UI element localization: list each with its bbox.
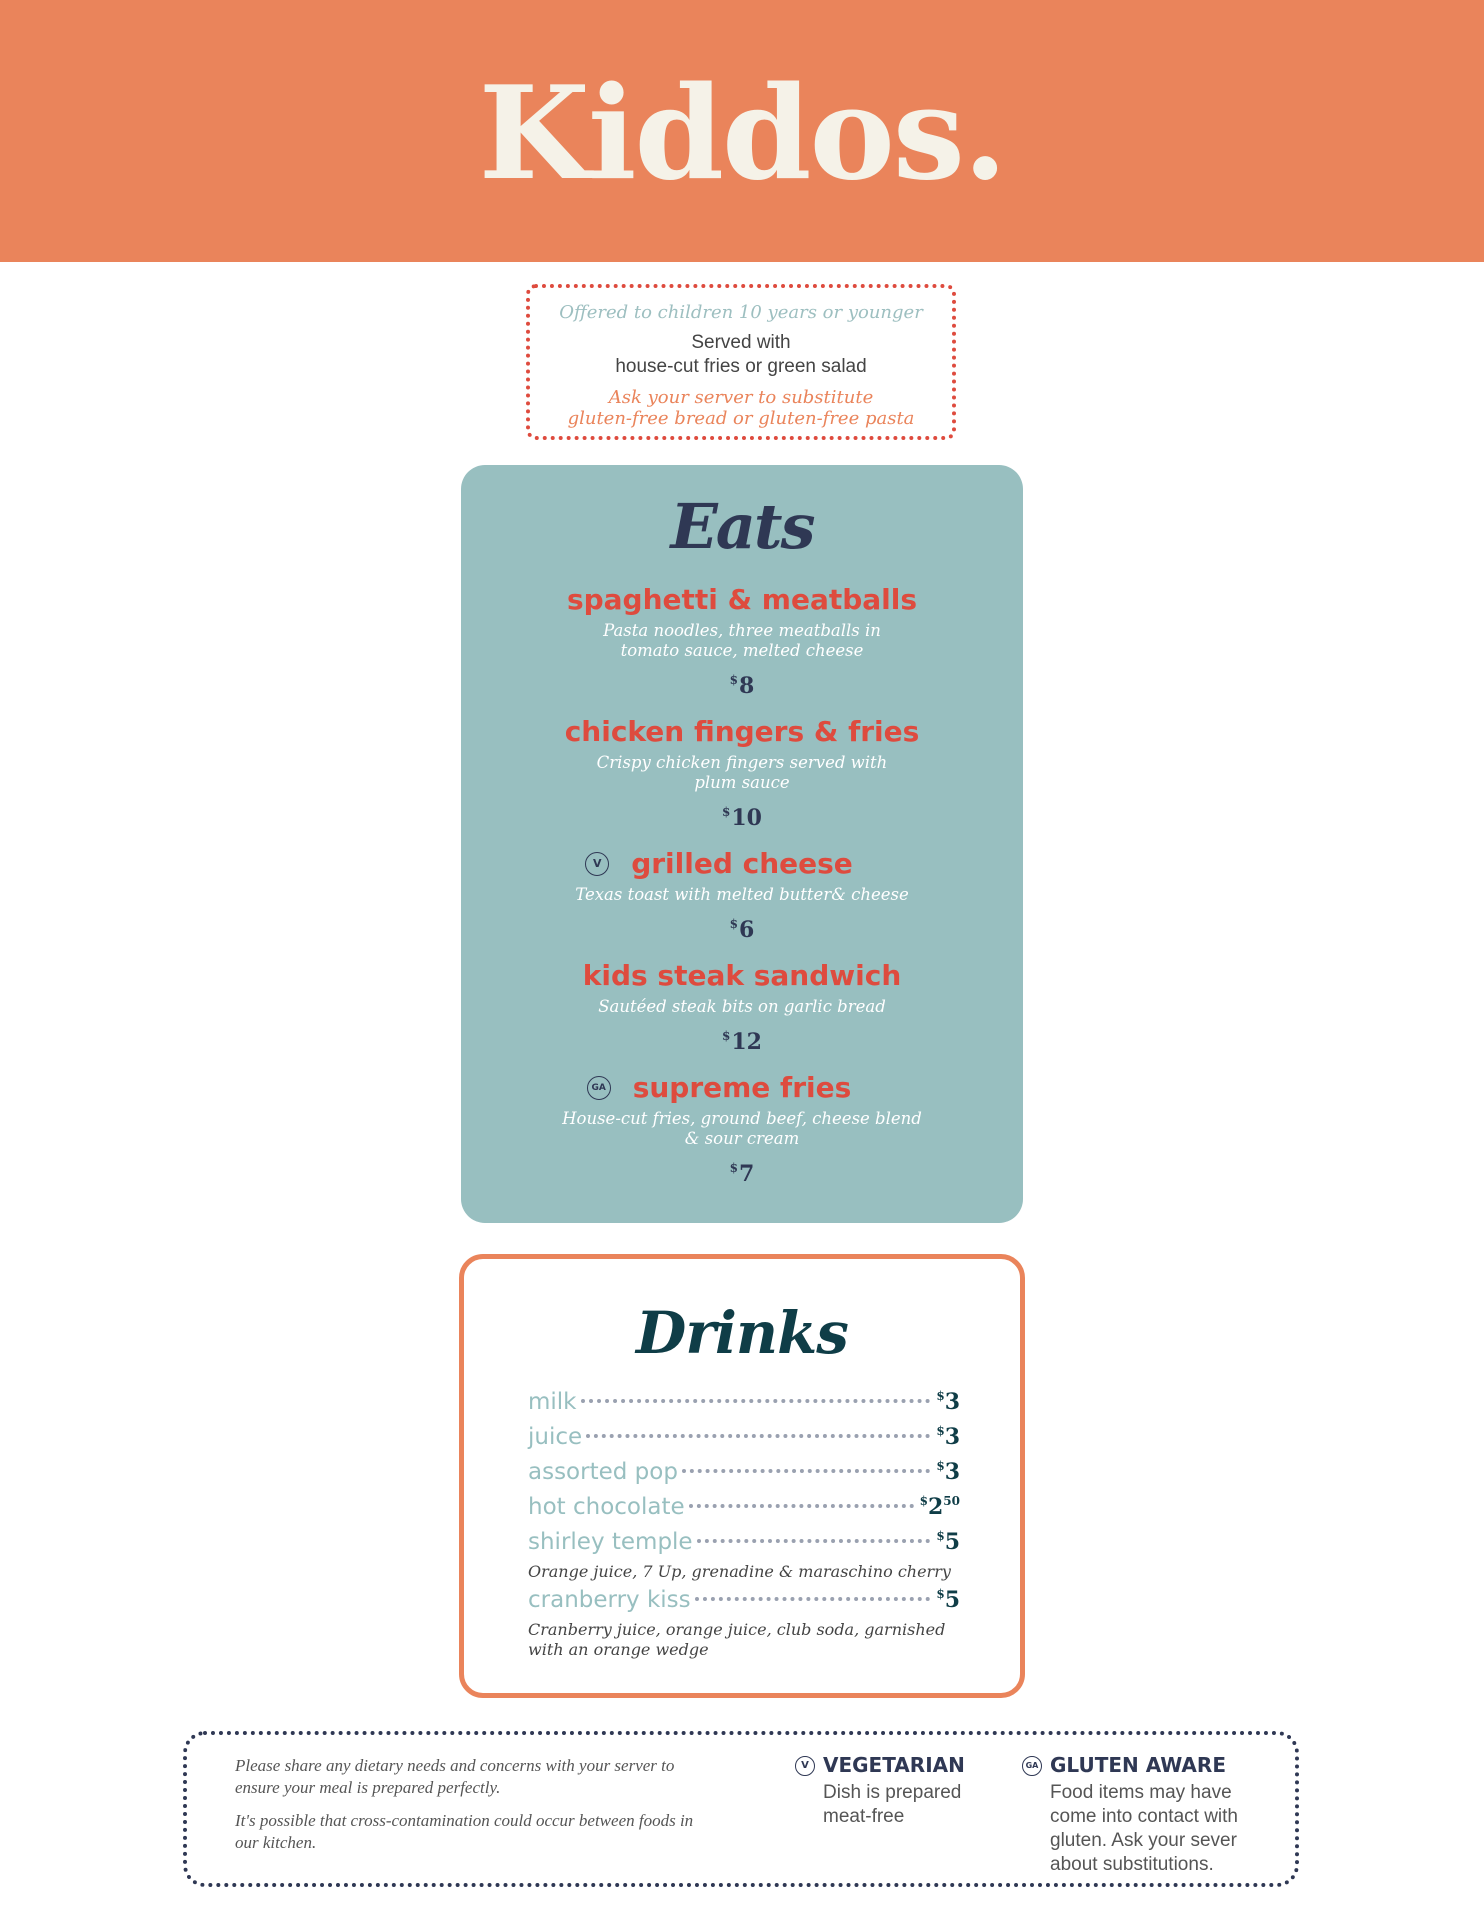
item-description-line: plum sauce <box>694 773 790 792</box>
menu-item <box>461 715 1023 831</box>
menu-item <box>461 1071 1023 1187</box>
item-name: supreme fries <box>632 1071 852 1104</box>
currency-symbol: $ <box>722 1029 731 1043</box>
drink-price <box>936 1529 960 1555</box>
menu-item <box>461 959 1023 1055</box>
drink-price <box>936 1389 960 1415</box>
legend-description-line: Dish is prepared <box>823 1782 962 1803</box>
item-description <box>461 885 1023 905</box>
dietary-note <box>235 1755 755 1799</box>
price-value: 5 <box>944 1529 960 1555</box>
drink-description: Orange juice, 7 Up, grenadine & maraschino cherry <box>528 1562 951 1581</box>
served-with-line1: Served with <box>691 332 791 353</box>
legend-title: VEGETARIAN <box>823 1753 965 1777</box>
drink-price <box>920 1494 960 1520</box>
item-description-line: Pasta noodles, three meatballs in <box>603 621 881 640</box>
legend-description-line: meat-free <box>823 1806 905 1827</box>
item-name: chicken fingers & fries <box>564 715 920 748</box>
drink-description-line: Cranberry juice, orange juice, club soda, garnished <box>528 1620 946 1639</box>
item-description-line: Sautéed steak bits on garlic bread <box>598 997 886 1016</box>
item-description <box>461 997 1023 1017</box>
currency-symbol: $ <box>729 917 739 931</box>
item-description-line: Texas toast with melted butter& cheese <box>575 885 909 904</box>
drink-row <box>528 1459 960 1485</box>
eats-title: Eats <box>670 490 814 563</box>
dietary-note-line: Please share any dietary needs and concerns with your server to <box>235 1756 675 1775</box>
item-price <box>461 911 1023 943</box>
currency-symbol: $ <box>729 673 739 687</box>
menu-item <box>461 583 1023 699</box>
drink-name: juice <box>528 1424 583 1450</box>
header-banner <box>0 0 1484 262</box>
cross-contamination-note <box>235 1810 755 1854</box>
price-value: 7 <box>739 1161 755 1187</box>
item-price <box>461 1023 1023 1055</box>
item-description-line: House-cut fries, ground beef, cheese blend <box>562 1109 922 1128</box>
currency-symbol: $ <box>722 805 731 819</box>
price-value: 3 <box>944 1389 960 1415</box>
item-description-line: tomato sauce, melted cheese <box>620 641 864 660</box>
drink-price <box>936 1587 960 1613</box>
currency-symbol: $ <box>919 1494 928 1508</box>
price-cents: 50 <box>943 1494 960 1508</box>
price-value: 12 <box>731 1029 762 1055</box>
drink-price <box>936 1459 960 1485</box>
legend-description <box>1050 1781 1238 1877</box>
drink-price <box>936 1424 960 1450</box>
drink-row <box>528 1587 960 1613</box>
drink-name: shirley temple <box>528 1529 693 1555</box>
price-value: 6 <box>739 917 755 943</box>
gluten-aware-icon: GA <box>1022 1756 1042 1776</box>
dot-leader <box>586 1434 930 1438</box>
legend-description-line: gluten. Ask your sever <box>1050 1830 1237 1851</box>
currency-symbol: $ <box>936 1389 945 1403</box>
currency-symbol: $ <box>936 1529 945 1543</box>
drink-row <box>528 1389 960 1415</box>
drink-row <box>528 1529 960 1555</box>
served-with-line2: house-cut fries or green salad <box>615 356 867 377</box>
item-name: spaghetti & meatballs <box>566 583 918 616</box>
price-value: 2 <box>927 1494 944 1520</box>
item-description <box>461 753 1023 793</box>
dot-leader <box>689 1504 914 1508</box>
item-name: kids steak sandwich <box>582 959 902 992</box>
drink-name: hot chocolate <box>528 1494 685 1520</box>
gluten-free-note <box>530 387 952 429</box>
drink-name: milk <box>528 1389 577 1415</box>
dot-leader <box>581 1399 931 1403</box>
price-value: 3 <box>944 1459 960 1485</box>
vegetarian-icon: V <box>795 1756 815 1776</box>
vegetarian-icon: V <box>585 852 609 876</box>
drinks-section <box>459 1254 1025 1698</box>
price-value: 10 <box>731 805 762 831</box>
currency-symbol: $ <box>729 1161 739 1175</box>
drinks-title: Drinks <box>636 1299 848 1367</box>
price-value: 5 <box>944 1587 960 1613</box>
currency-symbol: $ <box>936 1459 945 1473</box>
dietary-footer <box>183 1731 1299 1887</box>
item-price <box>461 1155 1023 1187</box>
item-description-line: Crispy chicken fingers served with <box>596 753 888 772</box>
item-price <box>461 799 1023 831</box>
drink-name: cranberry kiss <box>528 1587 691 1613</box>
drink-row <box>528 1424 960 1450</box>
item-description <box>461 621 1023 661</box>
drink-name: assorted pop <box>528 1459 678 1485</box>
item-price <box>461 667 1023 699</box>
legend-description-line: Food items may have <box>1050 1782 1232 1803</box>
legend-description <box>823 1781 961 1829</box>
gluten-free-line1: Ask your server to substitute <box>608 387 874 408</box>
item-name-row <box>592 847 853 881</box>
currency-symbol: $ <box>936 1424 945 1438</box>
drink-description <box>528 1620 968 1660</box>
eats-section <box>461 465 1023 1223</box>
drink-description-line: with an orange wedge <box>528 1640 709 1659</box>
cross-contamination-line: our kitchen. <box>235 1833 317 1852</box>
age-notice: Offered to children 10 years or younger <box>559 302 923 323</box>
item-description <box>461 1109 1023 1149</box>
legend-description-line: about substitutions. <box>1050 1854 1214 1875</box>
menu-item <box>461 847 1023 943</box>
restaurant-menu-title: Kiddos. <box>478 59 1006 209</box>
item-name: grilled cheese <box>631 847 853 880</box>
legend-description-line: come into contact with <box>1050 1806 1238 1827</box>
dot-leader <box>697 1539 931 1543</box>
currency-symbol: $ <box>936 1587 945 1601</box>
gluten-free-line2: gluten-free bread or gluten-free pasta <box>567 408 915 429</box>
kids-menu-notice <box>526 284 956 440</box>
price-value: 3 <box>944 1424 960 1450</box>
price-value: 8 <box>739 673 755 699</box>
cross-contamination-line: It's possible that cross-contamination could occur between foods in <box>235 1811 694 1830</box>
drink-row <box>528 1494 960 1520</box>
item-description-line: & sour cream <box>684 1129 800 1148</box>
served-with-note <box>530 331 952 379</box>
item-name-row <box>591 1071 852 1105</box>
dot-leader <box>682 1469 930 1473</box>
legend-title: GLUTEN AWARE <box>1050 1753 1226 1777</box>
dietary-note-line: ensure your meal is prepared perfectly. <box>235 1778 501 1797</box>
dot-leader <box>695 1597 931 1601</box>
gluten-aware-icon: GA <box>587 1076 611 1100</box>
